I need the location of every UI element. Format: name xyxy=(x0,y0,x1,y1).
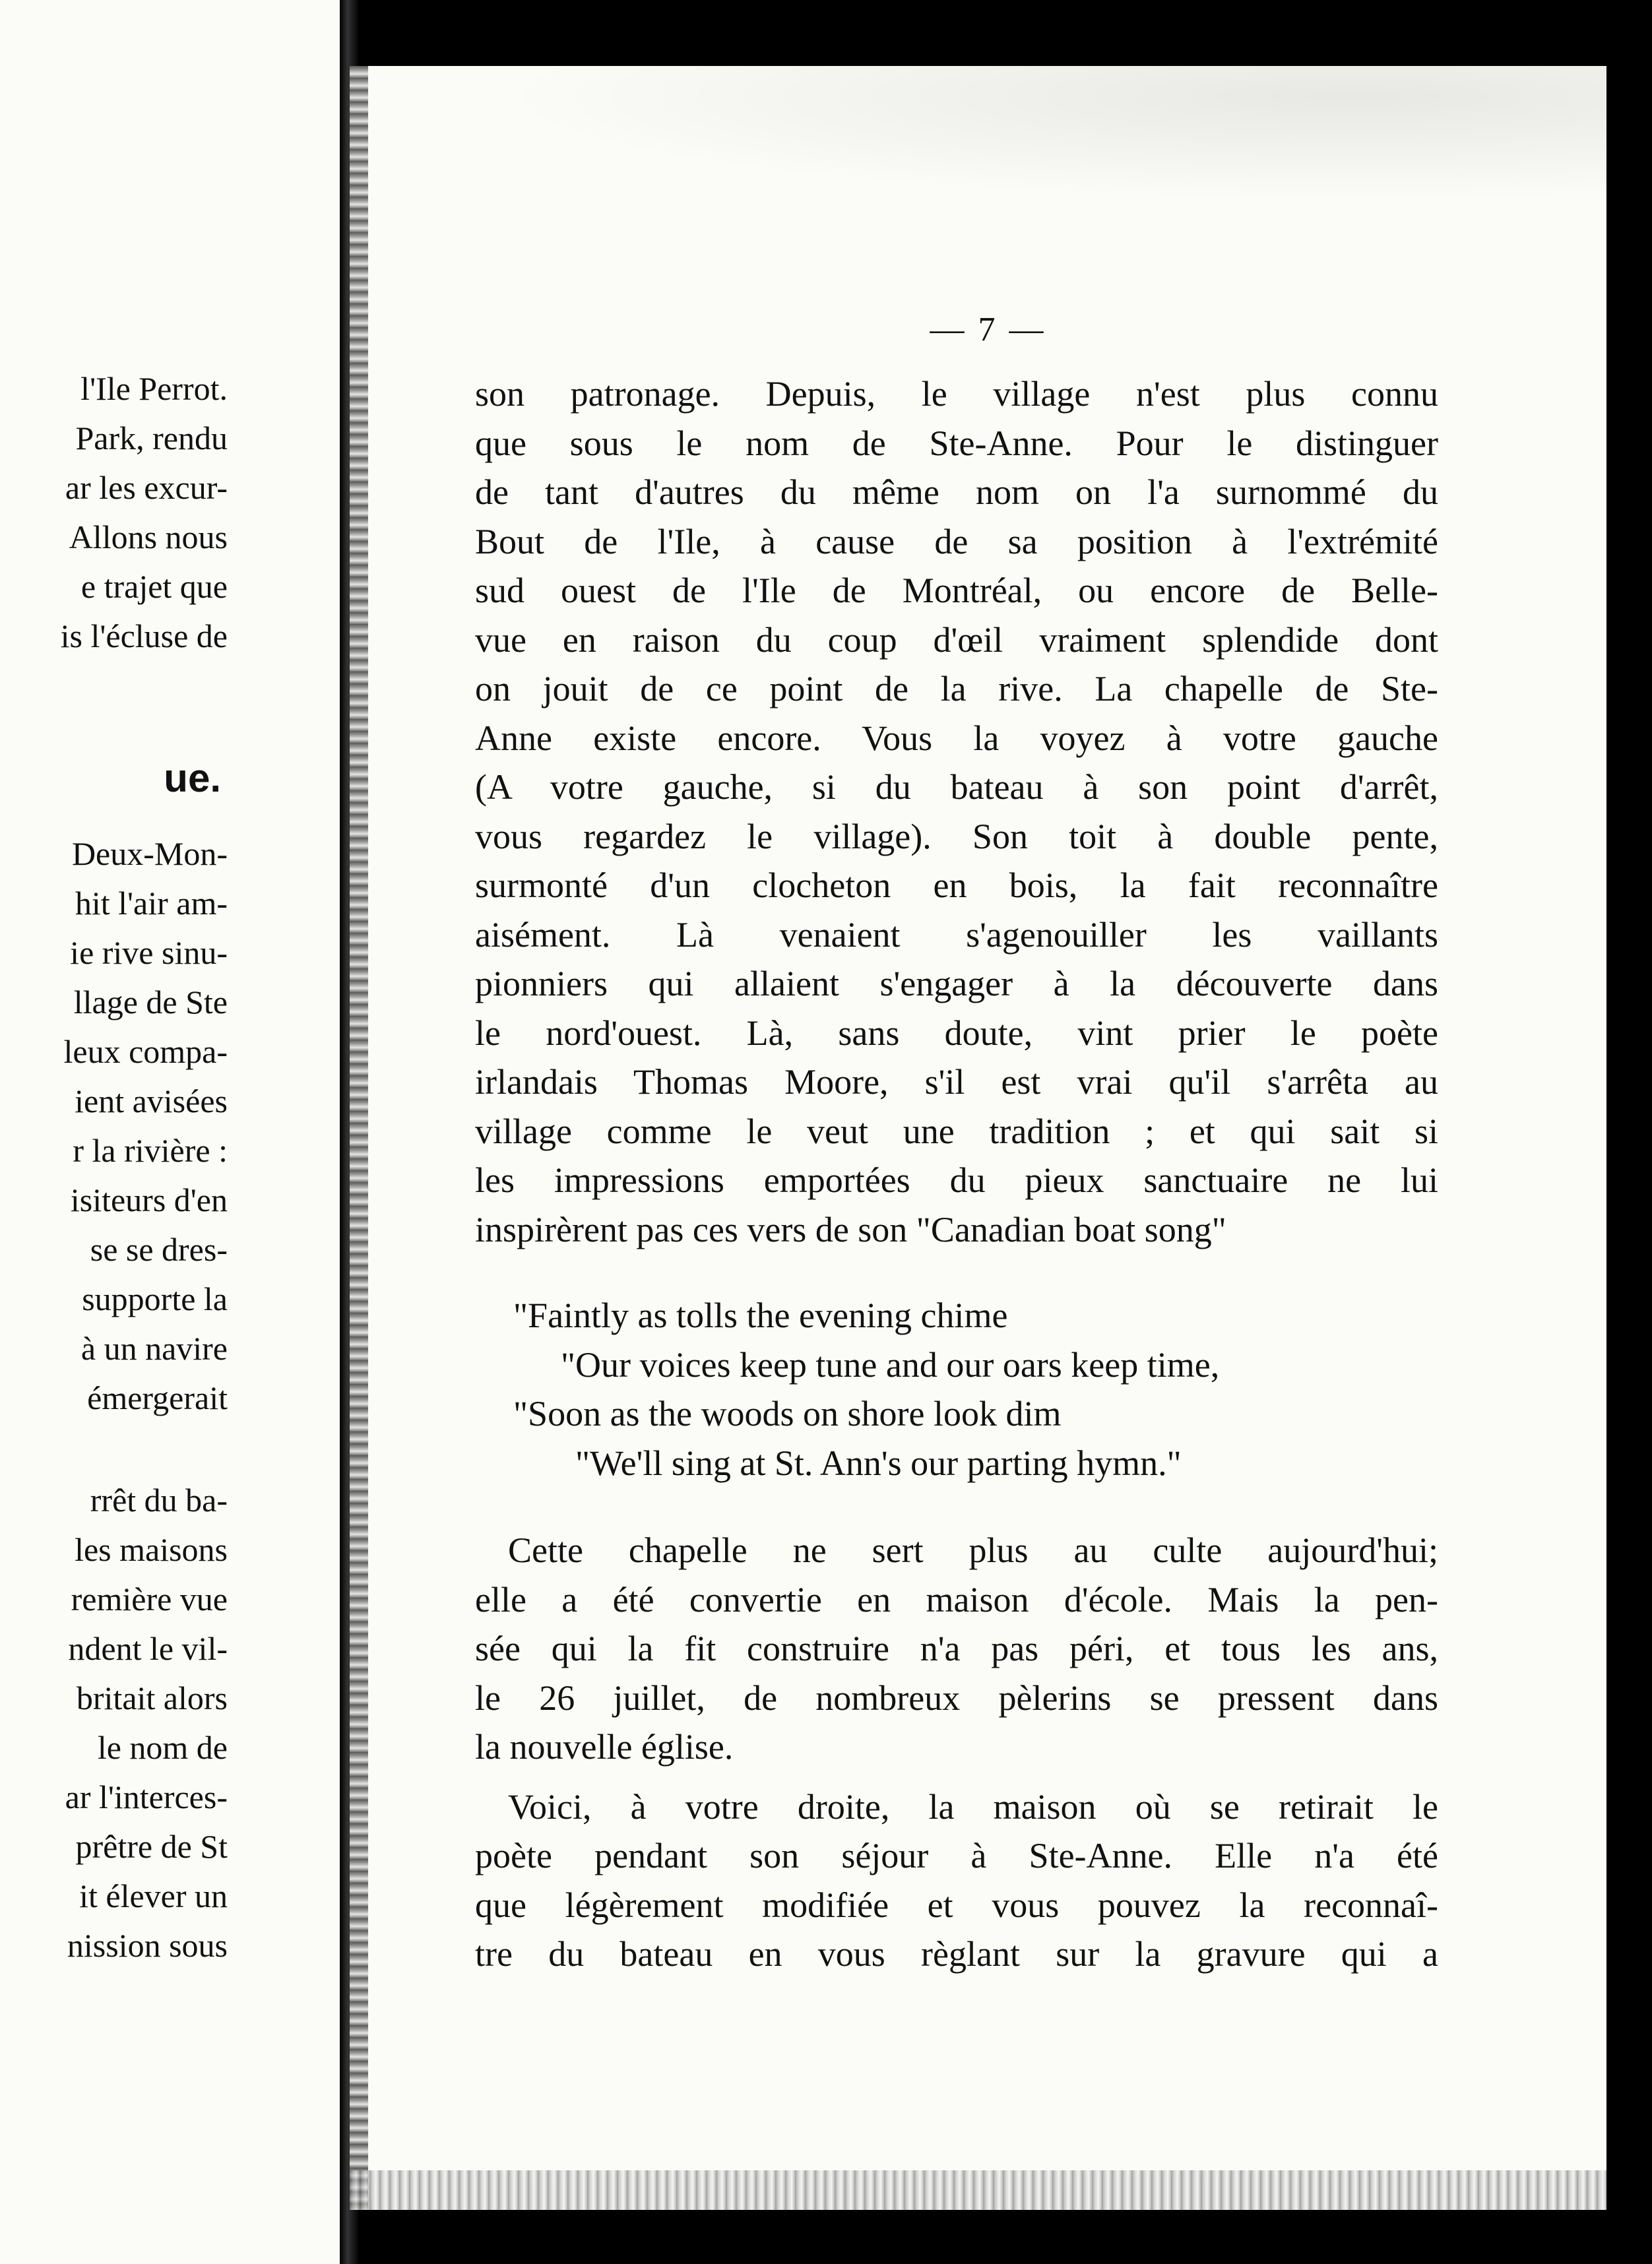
left-line: supporte la xyxy=(82,1280,228,1317)
left-line: Allons nous xyxy=(69,519,228,555)
left-line: ar les excur- xyxy=(65,469,228,506)
left-line: leux compa- xyxy=(63,1033,228,1070)
text-line: vous regardez le village). Son toit à double pente, xyxy=(475,816,1438,856)
text-line: poète pendant son séjour à Ste-Anne. Elle n'a été xyxy=(475,1836,1438,1875)
text-line: pionniers qui allaient s'engager à la découverte dans xyxy=(475,964,1438,1003)
text-line: le nord'ouest. Là, sans doute, vint prier le poète xyxy=(475,1013,1438,1053)
text-line: de tant d'autres du même nom on l'a surnommé du xyxy=(475,472,1438,512)
left-line: émergerait xyxy=(87,1379,228,1416)
text-line: (A votre gauche, si du bateau à son point d'arrêt, xyxy=(475,767,1438,807)
left-line: remière vue xyxy=(71,1581,228,1618)
left-line: Park, rendu xyxy=(75,420,228,456)
scan-bottom-noise xyxy=(350,2170,1606,2210)
verse-line: "Soon as the woods on shore look dim xyxy=(513,1394,1062,1433)
page-number: — 7 — xyxy=(930,311,1046,348)
left-line: ndent le vil- xyxy=(68,1630,228,1667)
left-line: ient avisées xyxy=(75,1083,228,1119)
left-line: les maisons xyxy=(75,1531,228,1568)
left-line: it élever un xyxy=(79,1877,228,1914)
left-line: is l'écluse de xyxy=(60,617,228,654)
text-line: surmonté d'un clocheton en bois, la fait reconnaître xyxy=(475,865,1438,905)
left-line: e trajet que xyxy=(80,568,228,605)
left-line: britait alors xyxy=(76,1680,228,1716)
verse-quotation xyxy=(475,1291,1438,1488)
text-line: Anne existe encore. Vous la voyez à votre gauche xyxy=(475,718,1438,758)
verse-line: "Our voices keep tune and our oars keep time, xyxy=(561,1344,1220,1385)
scan-top-noise xyxy=(350,66,1606,218)
text-line: Cette chapelle ne sert plus au culte aujourd'hui; xyxy=(508,1530,1438,1570)
text-line: les impressions emportées du pieux sanctuaire ne lui xyxy=(475,1160,1438,1200)
body-text xyxy=(475,369,1438,1979)
left-page-fragment xyxy=(0,0,343,2264)
left-line: hit l'air am- xyxy=(75,885,228,922)
left-line: l'Ile Perrot. xyxy=(80,370,228,407)
left-line: llage de Ste xyxy=(73,984,228,1021)
text-line: le 26 juillet, de nombreux pèlerins se pressent dans xyxy=(475,1678,1438,1718)
text-line: sée qui la fit construire n'a pas péri, et tous les ans, xyxy=(475,1629,1438,1668)
left-line: isiteurs d'en xyxy=(70,1181,228,1218)
left-line: prêtre de St xyxy=(75,1828,228,1865)
left-line: à un navire xyxy=(80,1330,228,1367)
text-line: tre du bateau en vous règlant sur la gravure qui a xyxy=(475,1934,1438,1974)
text-line: la nouvelle église. xyxy=(475,1727,734,1767)
text-line: irlandais Thomas Moore, s'il est vrai qu'il s'arrêta au xyxy=(475,1062,1438,1102)
text-line: elle a été convertie en maison d'école. Mais la pen- xyxy=(475,1579,1438,1619)
text-line: sud ouest de l'Ile de Montréal, ou encore de Belle- xyxy=(475,571,1438,610)
verse-line: "We'll sing at St. Ann's our parting hymn." xyxy=(575,1443,1182,1483)
left-line: le nom de xyxy=(97,1729,228,1766)
left-line: Deux-Mon- xyxy=(71,835,228,872)
left-line: se se dres- xyxy=(90,1231,228,1268)
text-line: vue en raison du coup d'œil vraiment splendide dont xyxy=(475,619,1438,660)
scan-edge-noise xyxy=(350,66,368,2210)
text-line: aisément. Là venaient s'agenouiller les vaillants xyxy=(475,914,1438,955)
left-line: rrêt du ba- xyxy=(90,1482,228,1519)
left-line: ie rive sinu- xyxy=(70,934,228,971)
left-line: nission sous xyxy=(67,1927,228,1964)
left-line: r la rivière : xyxy=(73,1132,228,1169)
verse-line: "Faintly as tolls the evening chime xyxy=(513,1296,1008,1335)
text-line: on jouit de ce point de la rive. La chapelle de Ste- xyxy=(475,669,1438,708)
text-line: son patronage. Depuis, le village n'est plus connu xyxy=(475,374,1438,414)
text-line: que légèrement modifiée et vous pouvez la reconnaî- xyxy=(475,1885,1438,1925)
text-line: Bout de l'Ile, à cause de sa position à l'extrémité xyxy=(475,521,1438,561)
paragraph-gap xyxy=(475,1772,1438,1782)
left-section-heading: ue. xyxy=(164,756,221,800)
text-line: Voici, à votre droite, la maison où se retirait le xyxy=(508,1786,1438,1827)
left-line: ar l'interces- xyxy=(65,1778,228,1815)
text-line: que sous le nom de Ste-Anne. Pour le distinguer xyxy=(475,423,1438,463)
right-page xyxy=(350,66,1606,2210)
text-line: inspirèrent pas ces vers de son "Canadian boat song" xyxy=(475,1209,1226,1249)
text-line: village comme le veut une tradition ; et qui sait si xyxy=(475,1111,1438,1151)
